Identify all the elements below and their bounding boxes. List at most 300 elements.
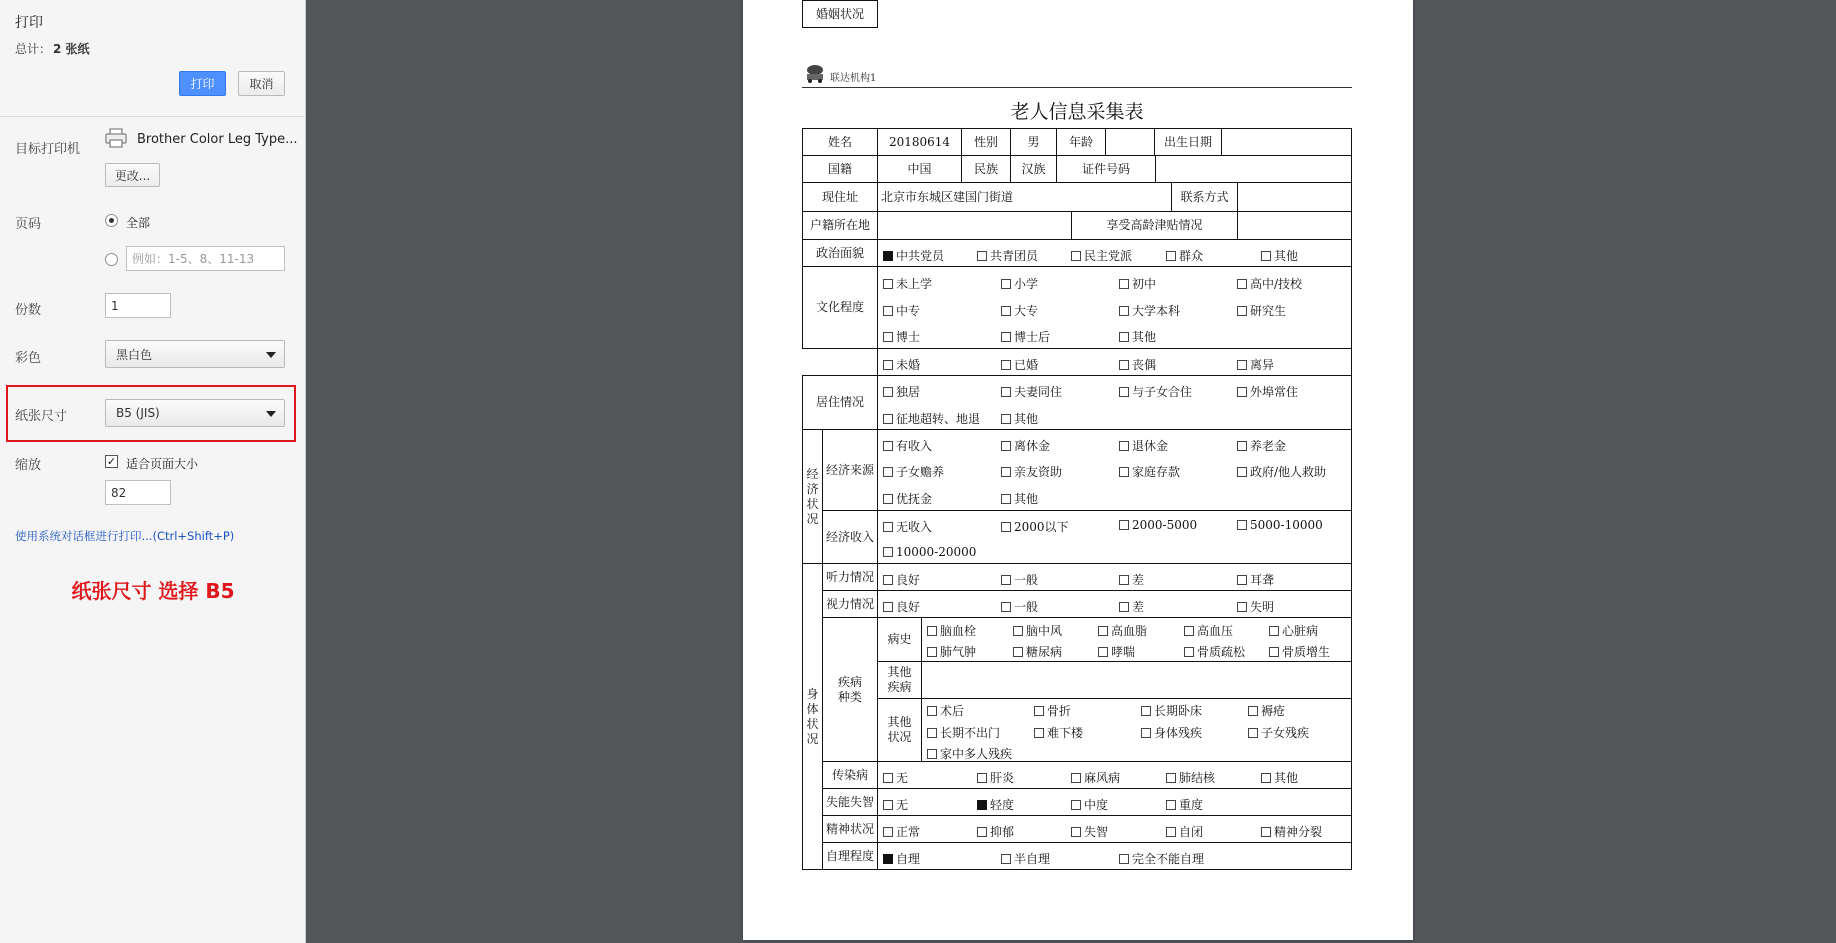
option-label: 家中多人残疾 — [940, 747, 1013, 761]
checkbox — [1237, 520, 1247, 530]
system-dialog-link[interactable]: 使用系统对话框进行打印...(Ctrl+Shift+P) — [15, 529, 235, 543]
hearing-opt-3 — [1237, 571, 1274, 588]
income-source-label: 经济来源 — [822, 429, 878, 511]
option-label: 博士 — [896, 330, 921, 344]
history-opt-9 — [1269, 643, 1330, 660]
checkbox — [1098, 647, 1108, 657]
src-opt-4 — [883, 463, 944, 480]
option-label: 身体残疾 — [1154, 726, 1203, 740]
checkbox — [1001, 332, 1011, 342]
checkbox — [883, 414, 893, 424]
checkbox — [1237, 279, 1247, 289]
print-preview-page — [743, 0, 1413, 940]
option-label: 离休金 — [1014, 439, 1051, 453]
checkbox — [927, 728, 937, 738]
mental-opt-1 — [977, 823, 1014, 840]
other-disease-value — [921, 661, 1352, 699]
checkbox — [927, 626, 937, 636]
option-label: 骨折 — [1047, 704, 1072, 718]
checkbox — [1119, 306, 1129, 316]
inc-opt-2 — [1119, 518, 1197, 532]
self-opt-2 — [1119, 850, 1204, 867]
org-logo-icon — [804, 62, 826, 84]
total-value: 2 张纸 — [53, 42, 90, 56]
sex-value: 男 — [1010, 128, 1057, 156]
checkbox — [1001, 854, 1011, 864]
checkbox — [1001, 467, 1011, 477]
infection-label: 传染病 — [822, 761, 878, 789]
disable-opt-1 — [977, 796, 1014, 813]
page-header — [802, 62, 1352, 88]
src-opt-5 — [1001, 463, 1062, 480]
checkbox — [1001, 306, 1011, 316]
mental-opt-3 — [1166, 823, 1203, 840]
checkbox — [1034, 706, 1044, 716]
option-label: 哮喘 — [1111, 645, 1136, 659]
option-label: 共青团员 — [990, 249, 1039, 263]
living-opt-5 — [1001, 410, 1038, 427]
option-label: 子女残疾 — [1261, 726, 1310, 740]
checkbox — [883, 800, 893, 810]
checkbox — [1001, 360, 1011, 370]
option-label: 2000-5000 — [1132, 518, 1198, 532]
infect-opt-3 — [1166, 769, 1215, 786]
subsidy-label: 享受高龄津贴情况 — [1071, 211, 1238, 240]
selfcare-label: 自理程度 — [822, 842, 878, 870]
checkbox — [1001, 414, 1011, 424]
option-label: 其他 — [1274, 771, 1299, 785]
address-value: 北京市东城区建国门街道 — [877, 182, 1172, 212]
sex-label: 性别 — [961, 128, 1011, 156]
inc-opt-0 — [883, 518, 932, 535]
checkbox — [883, 827, 893, 837]
scale-input[interactable]: 82 — [105, 480, 171, 505]
checkbox — [1098, 626, 1108, 636]
fit-page-checkbox[interactable]: ✓ — [106, 455, 117, 468]
checkbox — [883, 773, 893, 783]
mental-opt-2 — [1071, 823, 1108, 840]
edu-opt-7 — [1237, 302, 1286, 319]
living-opt-2 — [1119, 383, 1192, 400]
checkbox — [1184, 647, 1194, 657]
pages-label: 页码 — [15, 217, 42, 232]
edu-opt-0 — [883, 275, 932, 292]
other-status-label: 其他状况 — [877, 698, 922, 762]
mental-label: 精神状况 — [822, 815, 878, 843]
checkbox — [977, 251, 987, 261]
pages-input[interactable]: 例如：1-5、8、11-13 — [126, 246, 285, 271]
living-opt-1 — [1001, 383, 1062, 400]
org-name: 联达机构1 — [830, 73, 877, 84]
status-opt-7 — [1248, 724, 1309, 741]
destination-label: 目标打印机 — [15, 142, 81, 157]
checkbox — [883, 522, 893, 532]
edu-opt-8 — [883, 328, 920, 345]
ethnicity-value: 汉族 — [1010, 155, 1057, 183]
politics-label: 政治面貌 — [802, 239, 878, 267]
checkbox — [1119, 854, 1129, 864]
label-char: 体 — [806, 701, 819, 716]
option-label: 一般 — [1014, 600, 1039, 614]
hearing-options — [877, 563, 1352, 591]
checkbox — [1119, 332, 1129, 342]
option-label: 抑郁 — [990, 825, 1015, 839]
label-char: 身 — [806, 686, 819, 701]
copies-input[interactable]: 1 — [105, 293, 171, 318]
checkbox — [883, 575, 893, 585]
option-label: 中共党员 — [896, 249, 945, 263]
label-char: 经 — [806, 466, 819, 481]
option-label: 糖尿病 — [1026, 645, 1063, 659]
option-label: 正常 — [896, 825, 921, 839]
living-label: 居住情况 — [802, 375, 878, 430]
politics-opt-2 — [1071, 247, 1132, 264]
option-label: 征地超转、地退 — [896, 412, 981, 426]
option-label: 骨质增生 — [1282, 645, 1331, 659]
option-label: 失智 — [1084, 825, 1109, 839]
checkbox — [1001, 575, 1011, 585]
option-label: 与子女合住 — [1132, 385, 1193, 399]
checkbox — [1071, 773, 1081, 783]
checkbox — [1237, 602, 1247, 612]
history-label: 病史 — [877, 617, 922, 662]
checkbox-checked — [977, 800, 987, 810]
household-label: 户籍所在地 — [802, 211, 878, 240]
checkbox — [1119, 279, 1129, 289]
color-value: 黑白色 — [116, 347, 153, 362]
checkbox — [883, 332, 893, 342]
checkbox — [1013, 647, 1023, 657]
checkbox — [1001, 387, 1011, 397]
option-label: 未婚 — [896, 358, 921, 372]
checkbox — [1001, 602, 1011, 612]
pages-all-label: 全部 — [126, 216, 151, 230]
living-opt-4 — [883, 410, 980, 427]
option-label: 家庭存款 — [1132, 465, 1181, 479]
edu-opt-6 — [1119, 302, 1180, 319]
household-value — [877, 211, 1072, 240]
option-label: 5000-10000 — [1250, 518, 1323, 532]
infect-opt-2 — [1071, 769, 1120, 786]
checkbox — [1248, 728, 1258, 738]
history-opt-2 — [1098, 622, 1147, 639]
edu-opt-2 — [1119, 275, 1156, 292]
edu-opt-9 — [1001, 328, 1050, 345]
self-opt-0 — [883, 850, 920, 867]
edu-opt-1 — [1001, 275, 1038, 292]
checkbox — [1237, 306, 1247, 316]
checkbox — [1261, 251, 1271, 261]
checkbox — [1166, 800, 1176, 810]
history-opt-5 — [927, 643, 976, 660]
status-opt-1 — [1034, 702, 1071, 719]
mental-opt-0 — [883, 823, 920, 840]
option-label: 其他 — [1014, 412, 1039, 426]
disable-opt-0 — [883, 796, 908, 813]
label-char: 状 — [806, 496, 819, 511]
disable-opt-2 — [1071, 796, 1108, 813]
politics-opt-0 — [883, 247, 944, 264]
checkbox — [1034, 728, 1044, 738]
src-opt-6 — [1119, 463, 1180, 480]
option-label: 丧偶 — [1132, 358, 1157, 372]
option-label: 心脏病 — [1282, 624, 1319, 638]
vision-options — [877, 590, 1352, 618]
subsidy-value — [1237, 211, 1352, 240]
checkbox — [1119, 441, 1129, 451]
checkbox — [927, 749, 937, 759]
inc-opt-1 — [1001, 518, 1069, 535]
option-label: 其他 — [1274, 249, 1299, 263]
marriage-opt-1 — [1001, 356, 1038, 373]
option-label: 政府/他人救助 — [1250, 465, 1327, 479]
checkbox — [1071, 251, 1081, 261]
option-label: 术后 — [940, 704, 965, 718]
disable-opt-3 — [1166, 796, 1203, 813]
marriage-opt-3 — [1237, 356, 1274, 373]
form-title: 老人信息采集表 — [1010, 101, 1144, 123]
option-label: 完全不能自理 — [1132, 852, 1205, 866]
option-label: 脑中风 — [1026, 624, 1063, 638]
src-opt-3 — [1237, 437, 1286, 454]
src-opt-7 — [1237, 463, 1326, 480]
checkbox — [883, 306, 893, 316]
disease-label: 疾病种类 — [822, 617, 878, 762]
id-number-label: 证件号码 — [1056, 155, 1156, 183]
status-opt-4 — [927, 724, 1000, 741]
sheet-total — [15, 40, 90, 57]
paper-size-value: B5 (JIS) — [116, 406, 160, 420]
change-printer-button[interactable]: 更改... — [105, 163, 160, 187]
birth-label: 出生日期 — [1154, 128, 1222, 156]
status-opt-8 — [927, 745, 1012, 762]
print-settings-panel — [0, 0, 306, 943]
option-label: 良好 — [896, 573, 921, 587]
option-label: 退休金 — [1132, 439, 1169, 453]
option-label: 高血压 — [1197, 624, 1234, 638]
option-label: 难下楼 — [1047, 726, 1084, 740]
option-label: 群众 — [1179, 249, 1204, 263]
ethnicity-label: 民族 — [961, 155, 1011, 183]
option-label: 自闭 — [1179, 825, 1204, 839]
option-label: 已婚 — [1014, 358, 1039, 372]
nationality-label: 国籍 — [802, 155, 878, 183]
checkbox — [1141, 706, 1151, 716]
checkbox — [1071, 800, 1081, 810]
marriage-opt-2 — [1119, 356, 1156, 373]
vision-opt-1 — [1001, 598, 1038, 615]
address-label: 现住址 — [802, 182, 878, 212]
panel-title: 打印 — [15, 15, 43, 31]
option-label: 轻度 — [990, 798, 1015, 812]
option-label: 夫妻同住 — [1014, 385, 1063, 399]
income-label: 经济收入 — [822, 510, 878, 564]
checkbox — [1119, 575, 1129, 585]
option-label: 差 — [1132, 573, 1145, 587]
checkbox — [1248, 706, 1258, 716]
option-label: 博士后 — [1014, 330, 1051, 344]
divider — [0, 116, 306, 117]
checkbox-checked — [883, 854, 893, 864]
checkbox — [1119, 387, 1129, 397]
option-label: 高血脂 — [1111, 624, 1148, 638]
src-opt-0 — [883, 437, 932, 454]
option-label: 2000以下 — [1014, 520, 1069, 534]
name-value: 20180614 — [877, 128, 962, 156]
edu-opt-10 — [1119, 328, 1156, 345]
checkbox — [1166, 827, 1176, 837]
option-label: 子女赡养 — [896, 465, 945, 479]
nationality-value: 中国 — [877, 155, 962, 183]
politics-opt-1 — [977, 247, 1038, 264]
fit-page-label: 适合页面大小 — [126, 457, 199, 471]
color-label: 彩色 — [15, 351, 42, 366]
option-label: 高中/技校 — [1250, 277, 1303, 291]
birth-value — [1221, 128, 1352, 156]
checkbox — [1001, 279, 1011, 289]
checkbox — [1001, 494, 1011, 504]
checkbox — [883, 602, 893, 612]
checkbox — [883, 441, 893, 451]
option-label: 独居 — [896, 385, 921, 399]
option-label: 中专 — [896, 304, 921, 318]
option-label: 肝炎 — [990, 771, 1015, 785]
option-label: 亲友资助 — [1014, 465, 1063, 479]
option-label: 小学 — [1014, 277, 1039, 291]
option-label: 半自理 — [1014, 852, 1051, 866]
id-number-value — [1155, 155, 1352, 183]
label-char: 济 — [806, 481, 819, 496]
vision-opt-2 — [1119, 598, 1144, 615]
printer-icon — [105, 128, 127, 148]
edu-opt-5 — [1001, 302, 1038, 319]
option-label: 麻风病 — [1084, 771, 1121, 785]
scale-label: 缩放 — [15, 458, 42, 473]
politics-opt-4 — [1261, 247, 1298, 264]
checkbox — [1261, 827, 1271, 837]
option-label: 其他 — [1132, 330, 1157, 344]
option-label: 长期不出门 — [940, 726, 1001, 740]
checkbox — [1269, 647, 1279, 657]
checkbox — [1261, 773, 1271, 783]
option-label: 大专 — [1014, 304, 1039, 318]
checkbox — [1119, 520, 1129, 530]
contact-value — [1237, 182, 1352, 212]
option-label: 其他 — [1014, 492, 1039, 506]
history-opt-3 — [1184, 622, 1233, 639]
history-opt-6 — [1013, 643, 1062, 660]
option-label: 养老金 — [1250, 439, 1287, 453]
checkbox — [883, 467, 893, 477]
selfcare-options — [877, 842, 1352, 870]
paper-size-label: 纸张尺寸 — [15, 409, 68, 424]
option-label: 民主党派 — [1084, 249, 1133, 263]
print-button[interactable]: 打印 — [179, 71, 226, 96]
checkbox — [883, 387, 893, 397]
checkbox — [1141, 728, 1151, 738]
option-label: 外埠常住 — [1250, 385, 1299, 399]
education-label: 文化程度 — [802, 266, 878, 349]
edu-opt-3 — [1237, 275, 1302, 292]
pages-all-radio[interactable] — [105, 214, 118, 227]
mental-opt-4 — [1261, 823, 1322, 840]
history-opt-0 — [927, 622, 976, 639]
disability-options — [877, 788, 1352, 816]
checkbox — [1237, 575, 1247, 585]
infect-opt-4 — [1261, 769, 1298, 786]
age-label: 年龄 — [1056, 128, 1106, 156]
option-label: 未上学 — [896, 277, 933, 291]
option-label: 离异 — [1250, 358, 1275, 372]
cancel-button[interactable]: 取消 — [238, 71, 285, 96]
marriage-opt-0 — [883, 356, 920, 373]
contact-label: 联系方式 — [1171, 182, 1238, 212]
checkbox — [977, 773, 987, 783]
total-label: 总计： — [15, 42, 52, 56]
politics-opt-3 — [1166, 247, 1203, 264]
marriage-options — [877, 348, 1352, 376]
src-opt-9 — [1001, 490, 1038, 507]
chevron-down-icon — [266, 352, 276, 358]
option-label: 中度 — [1084, 798, 1109, 812]
status-opt-3 — [1248, 702, 1285, 719]
option-label: 骨质疏松 — [1197, 645, 1246, 659]
name-label: 姓名 — [802, 128, 878, 156]
option-label: 大学本科 — [1132, 304, 1181, 318]
option-label: 重度 — [1179, 798, 1204, 812]
option-label: 差 — [1132, 600, 1145, 614]
checkbox — [883, 360, 893, 370]
printer-name: Brother Color Leg Type... — [137, 132, 297, 147]
label-char: 状 — [806, 716, 819, 731]
src-opt-8 — [883, 490, 932, 507]
option-label: 无 — [896, 798, 909, 812]
checkbox — [1237, 387, 1247, 397]
checkbox — [1269, 626, 1279, 636]
hearing-opt-2 — [1119, 571, 1144, 588]
infect-opt-1 — [977, 769, 1014, 786]
color-select[interactable] — [105, 340, 285, 368]
option-label: 有收入 — [896, 439, 933, 453]
hearing-opt-1 — [1001, 571, 1038, 588]
src-opt-1 — [1001, 437, 1050, 454]
copies-label: 份数 — [15, 303, 42, 318]
inc-opt-3 — [1237, 518, 1323, 532]
hearing-opt-0 — [883, 571, 920, 588]
checkbox — [927, 706, 937, 716]
infect-opt-0 — [883, 769, 908, 786]
vision-opt-3 — [1237, 598, 1274, 615]
annotation-text: 纸张尺寸 选择 B5 — [71, 579, 235, 603]
option-label: 耳聋 — [1250, 573, 1275, 587]
option-label: 褥疮 — [1261, 704, 1286, 718]
option-label: 无收入 — [896, 520, 933, 534]
history-opt-8 — [1184, 643, 1245, 660]
option-label: 良好 — [896, 600, 921, 614]
history-opt-4 — [1269, 622, 1318, 639]
checkbox — [1013, 626, 1023, 636]
checkbox — [1119, 467, 1129, 477]
option-label: 脑血栓 — [940, 624, 977, 638]
option-label: 10000-20000 — [896, 545, 977, 559]
edu-opt-4 — [883, 302, 920, 319]
pages-custom-radio[interactable] — [105, 253, 118, 266]
status-opt-2 — [1141, 702, 1202, 719]
self-opt-1 — [1001, 850, 1050, 867]
checkbox — [1119, 602, 1129, 612]
paper-size-select[interactable] — [105, 399, 285, 427]
body-label — [802, 563, 823, 870]
